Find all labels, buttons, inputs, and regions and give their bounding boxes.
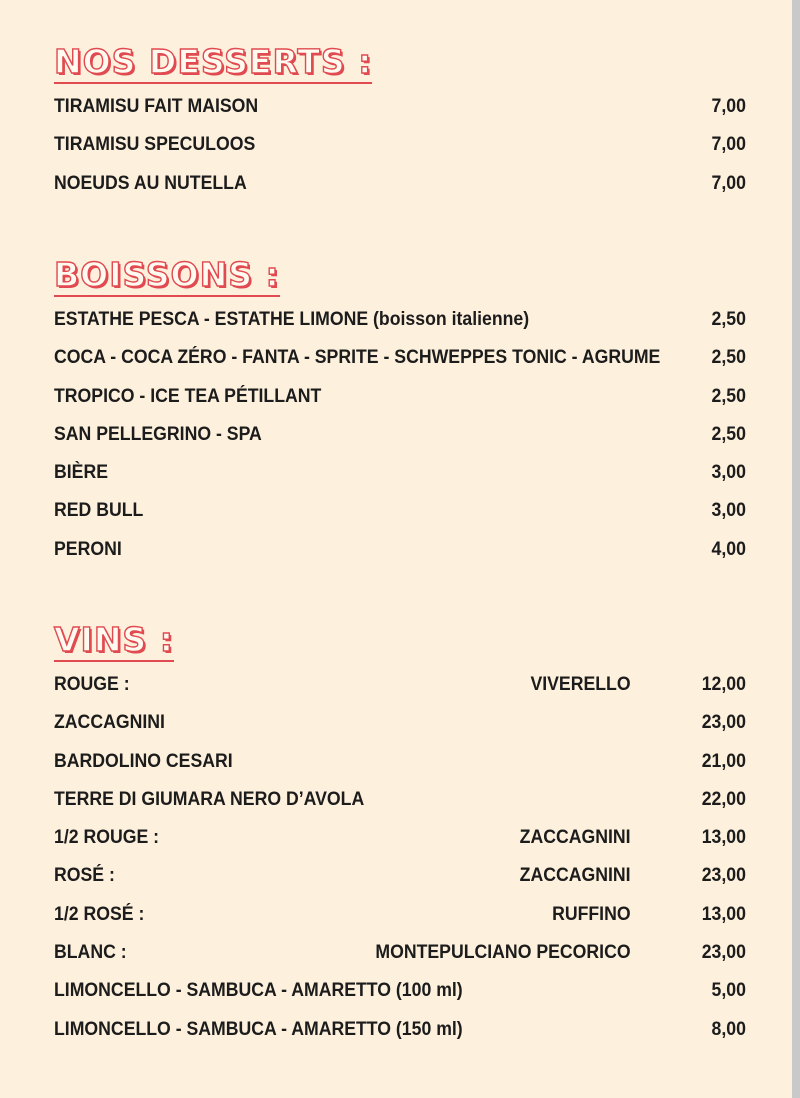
item-name: TIRAMISU FAIT MAISON bbox=[54, 96, 259, 117]
menu-item bbox=[54, 378, 746, 416]
menu-item bbox=[54, 301, 746, 339]
item-name: COCA - COCA ZÉRO - FANTA - SPRITE - SCHWEPPES TONIC - AGRUME bbox=[54, 347, 661, 369]
item-price: 21,00 bbox=[701, 750, 746, 772]
item-name: ESTATHE PESCA - ESTATHE LIMONE (boisson italienne) bbox=[54, 309, 530, 330]
menu-item bbox=[54, 857, 746, 895]
item-price: 8,00 bbox=[711, 1018, 746, 1040]
menu-item bbox=[54, 88, 746, 126]
vins-section bbox=[54, 620, 746, 1049]
item-name: TERRE DI GIUMARA NERO D’AVOLA bbox=[54, 788, 365, 810]
menu-item bbox=[54, 704, 746, 742]
item-price: 3,00 bbox=[711, 462, 746, 484]
wine-name: RUFFINO bbox=[552, 903, 631, 925]
item-price: 22,00 bbox=[701, 788, 746, 810]
menu-item bbox=[54, 781, 746, 819]
menu-item bbox=[54, 454, 746, 492]
item-name: BIÈRE bbox=[54, 462, 109, 484]
item-price: 13,00 bbox=[701, 903, 746, 925]
desserts-heading: NOS DESSERTS : bbox=[54, 42, 372, 84]
item-name: TROPICO - ICE TEA PÉTILLANT bbox=[54, 385, 322, 407]
menu-item bbox=[54, 492, 746, 530]
item-name: ROSÉ : bbox=[54, 865, 115, 887]
item-name: 1/2 ROUGE : bbox=[54, 827, 160, 849]
item-name: 1/2 ROSÉ : bbox=[54, 903, 145, 925]
item-price: 23,00 bbox=[701, 865, 746, 887]
item-name: ZACCAGNINI bbox=[54, 712, 165, 734]
item-price: 5,00 bbox=[711, 980, 746, 1002]
boissons-list bbox=[54, 301, 746, 569]
item-price: 3,00 bbox=[711, 500, 746, 522]
item-name: NOEUDS AU NUTELLA bbox=[54, 172, 247, 194]
desserts-list bbox=[54, 88, 746, 203]
item-name: PERONI bbox=[54, 538, 122, 560]
item-name: RED BULL bbox=[54, 500, 144, 522]
menu-item bbox=[54, 819, 746, 857]
wine-name: MONTEPULCIANO PECORICO bbox=[375, 942, 631, 964]
menu-item bbox=[54, 165, 746, 203]
menu-item bbox=[54, 972, 746, 1010]
menu-item bbox=[54, 416, 746, 454]
item-name: LIMONCELLO - SAMBUCA - AMARETTO (150 ml) bbox=[54, 1018, 463, 1040]
item-price: 7,00 bbox=[711, 96, 746, 117]
boissons-heading: BOISSONS : bbox=[54, 255, 280, 297]
menu-item bbox=[54, 339, 746, 377]
vins-list bbox=[54, 666, 746, 1049]
menu-item bbox=[54, 531, 746, 569]
item-name: BARDOLINO CESARI bbox=[54, 750, 233, 772]
item-price: 13,00 bbox=[701, 827, 746, 849]
item-price: 2,50 bbox=[711, 347, 746, 369]
item-name: BLANC : bbox=[54, 942, 127, 964]
menu-item bbox=[54, 743, 746, 781]
item-price: 7,00 bbox=[711, 134, 746, 156]
item-name: LIMONCELLO - SAMBUCA - AMARETTO (100 ml) bbox=[54, 980, 463, 1002]
menu-item bbox=[54, 126, 746, 164]
boissons-section bbox=[54, 255, 746, 569]
item-name: TIRAMISU SPECULOOS bbox=[54, 134, 256, 156]
menu-item bbox=[54, 896, 746, 934]
item-price: 2,50 bbox=[711, 309, 746, 330]
desserts-section bbox=[54, 42, 746, 203]
vins-heading: VINS : bbox=[54, 620, 174, 662]
item-name: SAN PELLEGRINO - SPA bbox=[54, 423, 262, 445]
menu-item bbox=[54, 1011, 746, 1049]
wine-name: VIVERELLO bbox=[530, 674, 631, 695]
item-price: 12,00 bbox=[701, 674, 746, 695]
item-price: 2,50 bbox=[711, 385, 746, 407]
item-price: 7,00 bbox=[711, 172, 746, 194]
wine-name: ZACCAGNINI bbox=[519, 865, 631, 887]
item-price: 23,00 bbox=[701, 712, 746, 734]
item-price: 23,00 bbox=[701, 942, 746, 964]
menu-item bbox=[54, 666, 746, 704]
item-price: 4,00 bbox=[711, 538, 746, 560]
menu-item bbox=[54, 934, 746, 972]
wine-name: ZACCAGNINI bbox=[519, 827, 631, 849]
item-name: ROUGE : bbox=[54, 674, 130, 695]
item-price: 2,50 bbox=[711, 423, 746, 445]
